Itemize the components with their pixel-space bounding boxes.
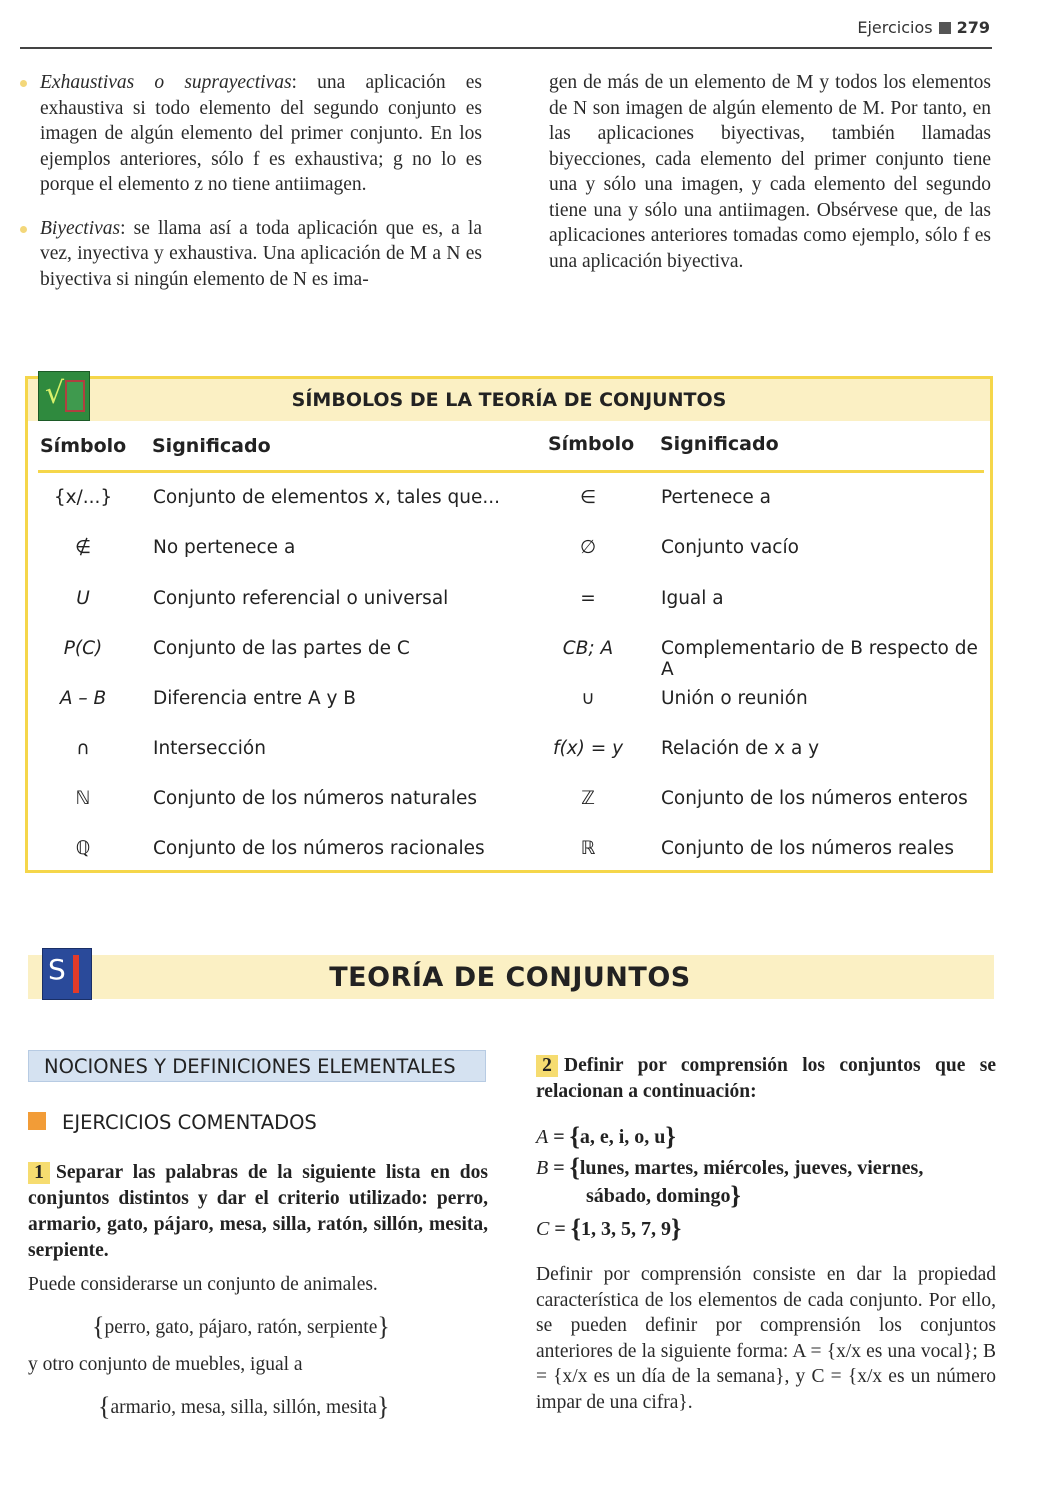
symbols-box: [25, 376, 993, 873]
set-b-elements-continued: sábado, domingo: [586, 1185, 731, 1207]
exercise-2-body: Definir por comprensión consiste en dar la propiedad característica de los elementos de cada conjunto. Por ello, se pueden definir por comprensión los conjuntos anteriores de la siguiente forma: A = {x/x es una vocal}; B = {x/x es un día de la semana}, y C = {x/x es un número impar de una cifra}.: [536, 1264, 996, 1413]
meaning-cell: Conjunto de los números enteros: [661, 788, 968, 809]
exercise-2-statement: [536, 1053, 996, 1105]
exercise-1-answer-line: Puede considerarse un conjunto de animales.: [28, 1274, 378, 1295]
set-a-definition: A = {a, e, i, o, u}: [536, 1122, 676, 1151]
symbol-row: [28, 638, 990, 680]
subheading: NOCIONES Y DEFINICIONES ELEMENTALES: [44, 1055, 456, 1078]
symbol-cell: ℝ: [580, 838, 596, 859]
meaning-cell: No pertenece a: [153, 537, 296, 558]
symbol-cell: =: [580, 588, 596, 609]
header-symbol-right: Símbolo: [548, 433, 635, 455]
symbol-cell: ∅: [579, 537, 597, 558]
meaning-cell: Conjunto de los números naturales: [153, 788, 478, 809]
section-title: TEORÍA DE CONJUNTOS: [329, 962, 691, 993]
page-number: 279: [956, 18, 990, 37]
symbol-cell: P(C): [63, 638, 103, 659]
bullet-exhaustivas: [40, 70, 482, 198]
text-exhaustivas: : una aplicación es exhaustiva si todo elemento del segundo conjunto es imagen de algún elemento del primer conjunto. En los ejemplos anteriores, sólo f es exhaustiva; g no lo es porque el elemento z no tiene antiimagen.: [40, 72, 482, 195]
square-icon: [939, 22, 951, 34]
exercise-number-badge: 2: [536, 1055, 558, 1077]
symbols-header-rule: [38, 470, 984, 473]
symbol-row: [28, 738, 990, 772]
symbol-cell: A – B: [59, 688, 107, 709]
meaning-cell: Relación de x a y: [661, 738, 820, 759]
meaning-cell: Unión o reunión: [661, 688, 808, 709]
symbol-cell: {x/...}: [53, 487, 113, 508]
header-meaning-left: Significado: [152, 435, 271, 457]
symbol-cell: ∩: [76, 738, 90, 759]
bullet-biyectivas: [40, 216, 482, 293]
symbol-cell: ∪: [581, 688, 595, 709]
orange-square-icon: [28, 1112, 46, 1130]
animals-set-elements: perro, gato, pájaro, ratón, serpiente: [104, 1317, 378, 1338]
symbols-title: SÍMBOLOS DE LA TEORÍA DE CONJUNTOS: [291, 389, 727, 411]
exercise-1-statement: [28, 1160, 488, 1264]
set-c-elements: 1, 3, 5, 7, 9: [581, 1218, 671, 1240]
symbol-row: [28, 537, 990, 571]
page-header: [0, 18, 990, 37]
symbol-cell: ∈: [579, 487, 597, 508]
set-b-definition-continued: sábado, domingo}: [586, 1181, 741, 1210]
meaning-cell: Conjunto de los números reales: [661, 838, 954, 859]
text-biyectivas: : se llama así a toda aplicación que es, a la vez, inyectiva y exhaustiva. Una aplicación de M a N es biyectiva si ningún elemento de N es ima-: [40, 217, 482, 290]
set-b-elements: lunes, martes, miércoles, jueves, viernes,: [579, 1157, 924, 1179]
header-symbol-left: Símbolo: [40, 435, 127, 457]
symbol-row: [28, 487, 990, 521]
meaning-cell: Pertenece a: [661, 487, 771, 508]
symbol-row: [28, 688, 990, 722]
meaning-cell: Conjunto referencial o universal: [153, 588, 449, 609]
symbol-row: [28, 588, 990, 622]
exercise-2-text: Definir por comprensión los conjuntos que se relacionan a continuación:: [536, 1055, 996, 1102]
animals-set: {perro, gato, pájaro, ratón, serpiente}: [92, 1312, 390, 1341]
meaning-cell: Intersección: [153, 738, 266, 759]
header-section: Ejercicios: [857, 18, 933, 37]
symbol-row: [28, 838, 990, 872]
set-a-elements: a, e, i, o, u: [579, 1126, 666, 1148]
set-c-definition: C = {1, 3, 5, 7, 9}: [536, 1214, 682, 1243]
exercises-heading: EJERCICIOS COMENTADOS: [62, 1111, 317, 1134]
section-logo-icon: S: [42, 948, 92, 1000]
exercise-number-badge: 1: [28, 1162, 50, 1184]
furniture-set-elements: armario, mesa, silla, sillón, mesita: [110, 1397, 377, 1418]
intro-right-column: gen de más de un elemento de M y todos los elementos de N son imagen de algún elemento de M. Por tanto, en las aplicaciones biyectivas, también llamadas biyecciones, cada elemento del primer conjunto tiene una y sólo una imagen, y cada elemento del segundo tiene una y sólo una antiimagen. Obsérvese que, de las aplicaciones anteriores tomadas como ejemplo, sólo f es una aplicación biyectiva.: [549, 72, 991, 272]
symbol-cell: f(x) = y: [552, 738, 624, 759]
symbol-cell: ℕ: [75, 788, 91, 809]
bullet-dot-icon: [20, 226, 27, 233]
meaning-cell: Igual a: [661, 588, 724, 609]
intro-left-column: [40, 70, 482, 310]
exercise-1-text: Separar las palabras de la siguiente lista en dos conjuntos distintos y dar el criterio utilizado: perro, armario, gato, pájaro, mesa, silla, ratón, sillón, mesita, serpiente.: [28, 1162, 488, 1261]
root-sigma-logo-icon: √: [38, 371, 90, 421]
header-meaning-right: Significado: [660, 433, 779, 455]
term-exhaustivas: Exhaustivas o suprayectivas: [40, 72, 292, 93]
furniture-set: {armario, mesa, silla, sillón, mesita}: [98, 1392, 390, 1421]
term-biyectivas: Biyectivas: [40, 217, 121, 239]
symbol-row: [28, 788, 990, 822]
symbol-cell: ℤ: [581, 788, 595, 809]
meaning-cell: Complementario de B respecto de A: [661, 638, 978, 680]
header-rule: [20, 47, 992, 49]
symbol-cell: ℚ: [75, 838, 91, 859]
meaning-cell: Conjunto de elementos x, tales que...: [153, 487, 500, 508]
meaning-cell: Conjunto de los números racionales: [153, 838, 485, 859]
meaning-cell: Conjunto vacío: [661, 537, 799, 558]
meaning-cell: Diferencia entre A y B: [153, 688, 356, 709]
set-b-definition: B = {lunes, martes, miércoles, jueves, viernes,: [536, 1153, 924, 1182]
symbol-cell: U: [76, 588, 90, 609]
bullet-dot-icon: [20, 80, 27, 87]
exercise-1-answer-line: y otro conjunto de muebles, igual a: [28, 1354, 303, 1375]
symbol-cell: ∉: [74, 537, 92, 558]
symbol-cell: CB; A: [562, 638, 614, 659]
meaning-cell: Conjunto de las partes de C: [153, 638, 410, 659]
